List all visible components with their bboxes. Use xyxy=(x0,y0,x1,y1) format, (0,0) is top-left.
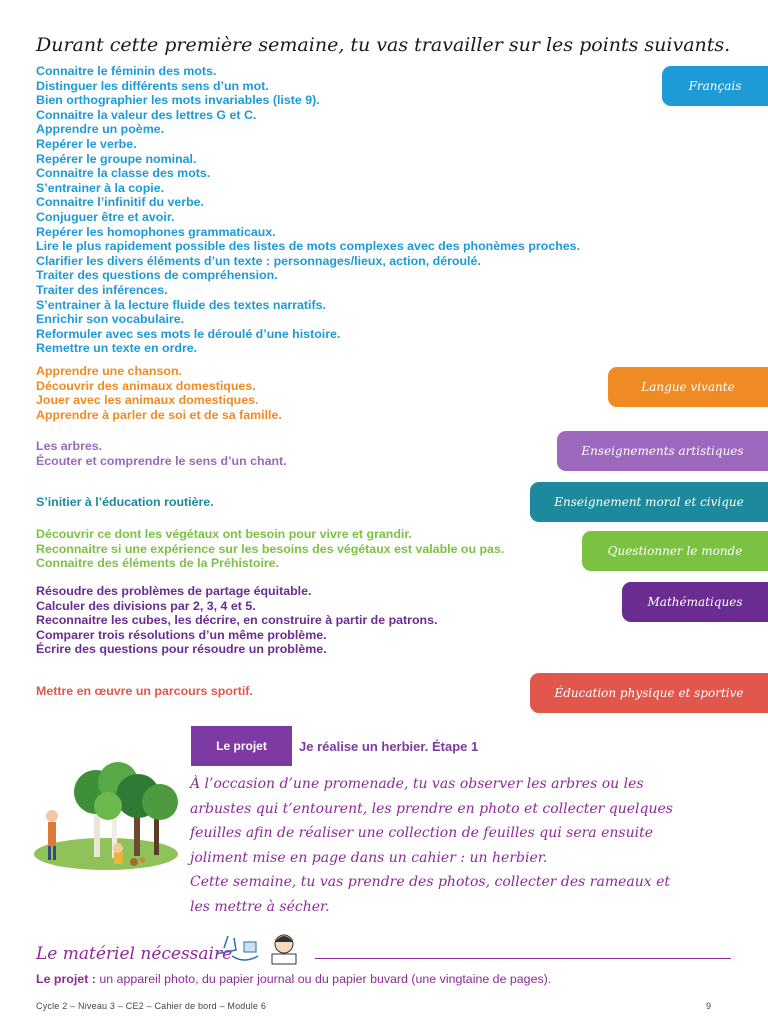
mathematiques-list xyxy=(36,584,437,657)
list-item: Enrichir son vocabulaire. xyxy=(36,312,185,327)
list-item: Les arbres. xyxy=(36,439,103,453)
questionner-monde-list xyxy=(36,527,504,571)
tab-langue-vivante: Langue vivante xyxy=(608,367,768,407)
langue-vivante-list xyxy=(36,364,282,422)
projet-title: Je réalise un herbier. Étape 1 xyxy=(299,739,479,754)
list-item: Calculer des divisions par 2, 3, 4 et 5. xyxy=(36,598,256,613)
list-item: Comparer trois résolutions d’un même problème. xyxy=(36,627,327,642)
list-item: Écouter et comprendre le sens d’un chant. xyxy=(36,453,287,468)
list-item: Connaitre la valeur des lettres G et C. xyxy=(36,107,257,122)
projet-paragraph: À l’occasion d’une promenade, tu vas observer les arbres ou les arbustes qui t’entourent, les prendre en photo et collecter quelques feuilles afin de réaliser une collection de feuilles qui sera ensuite joliment mise en page dans un cahier : un herbier. xyxy=(190,776,673,866)
list-item: Mettre en œuvre un parcours sportif. xyxy=(36,684,253,698)
projet-description xyxy=(190,772,684,919)
list-item: Remettre un texte en ordre. xyxy=(36,341,198,356)
projet-label: Le projet xyxy=(191,726,292,766)
list-item: Traiter des questions de compréhension. xyxy=(36,268,278,283)
list-item: Jouer avec les animaux domestiques. xyxy=(36,393,259,408)
list-item: Repérer le verbe. xyxy=(36,136,137,151)
list-item: Repérer le groupe nominal. xyxy=(36,151,197,166)
projet-paragraph: Cette semaine, tu vas prendre des photos, collecter des rameaux et les mettre à sécher. xyxy=(190,874,671,915)
materiel-divider xyxy=(315,958,731,959)
tab-questionner-monde: Questionner le monde xyxy=(582,531,768,571)
list-item: Distinguer les différents sens d’un mot. xyxy=(36,78,269,93)
eps-list xyxy=(36,684,253,699)
list-item: Reformuler avec ses mots le déroulé d’une histoire. xyxy=(36,326,341,341)
tab-enseignements-artistiques: Enseignements artistiques xyxy=(557,431,768,471)
list-item: Connaitre le féminin des mots. xyxy=(36,64,217,78)
list-item: Repérer les homophones grammaticaux. xyxy=(36,224,276,239)
list-item: Lire le plus rapidement possible des listes de mots complexes avec des phonèmes proches. xyxy=(36,239,581,254)
list-item: Bien orthographier les mots invariables (liste 9). xyxy=(36,93,320,108)
page-number: 9 xyxy=(706,1001,712,1011)
materiel-label: Le projet : xyxy=(36,972,96,986)
tab-francais: Français xyxy=(662,66,768,106)
list-item: Apprendre une chanson. xyxy=(36,364,182,378)
list-item: Reconnaitre les cubes, les décrire, en construire à partir de patrons. xyxy=(36,613,438,628)
list-item: Traiter des inférences. xyxy=(36,282,168,297)
list-item: Découvrir ce dont les végétaux ont besoin pour vivre et grandir. xyxy=(36,527,412,541)
materiel-doodle-icon xyxy=(214,930,304,966)
list-item: Écrire des questions pour résoudre un problème. xyxy=(36,642,327,657)
list-item: Connaitre la classe des mots. xyxy=(36,166,211,181)
list-item: Connaitre des éléments de la Préhistoire. xyxy=(36,556,280,571)
tab-enseignement-moral-civique: Enseignement moral et civique xyxy=(530,482,768,522)
materiel-title: Le matériel nécessaire xyxy=(36,944,233,964)
artistique-list xyxy=(36,439,287,468)
list-item: S’entrainer à la copie. xyxy=(36,180,165,195)
list-item: Conjuguer être et avoir. xyxy=(36,209,175,224)
tab-mathematiques: Mathématiques xyxy=(622,582,768,622)
list-item: Clarifier les divers éléments d’un texte : personnages/lieux, action, déroulé. xyxy=(36,253,481,268)
list-item: Apprendre un poème. xyxy=(36,122,165,137)
herbier-illustration xyxy=(34,762,184,870)
list-item: S’initier à l’éducation routière. xyxy=(36,495,214,509)
francais-list xyxy=(36,64,580,356)
materiel-text xyxy=(36,972,551,986)
moral-civique-list xyxy=(36,495,214,510)
list-item: Résoudre des problèmes de partage équitable. xyxy=(36,584,312,598)
list-item: Connaitre l’infinitif du verbe. xyxy=(36,195,204,210)
list-item: Reconnaitre si une expérience sur les besoins des végétaux est valable ou pas. xyxy=(36,541,505,556)
list-item: S’entrainer à la lecture fluide des textes narratifs. xyxy=(36,297,326,312)
list-item: Apprendre à parler de soi et de sa famille. xyxy=(36,407,282,422)
footer: Cycle 2 – Niveau 3 – CE2 – Cahier de bord – Module 6 xyxy=(36,1001,267,1011)
materiel-description: un appareil photo, du papier journal ou du papier buvard (une vingtaine de pages). xyxy=(95,972,552,986)
tab-education-physique: Éducation physique et sportive xyxy=(530,673,768,713)
page-header: Durant cette première semaine, tu vas travailler sur les points suivants. xyxy=(36,34,731,56)
list-item: Découvrir des animaux domestiques. xyxy=(36,378,256,393)
